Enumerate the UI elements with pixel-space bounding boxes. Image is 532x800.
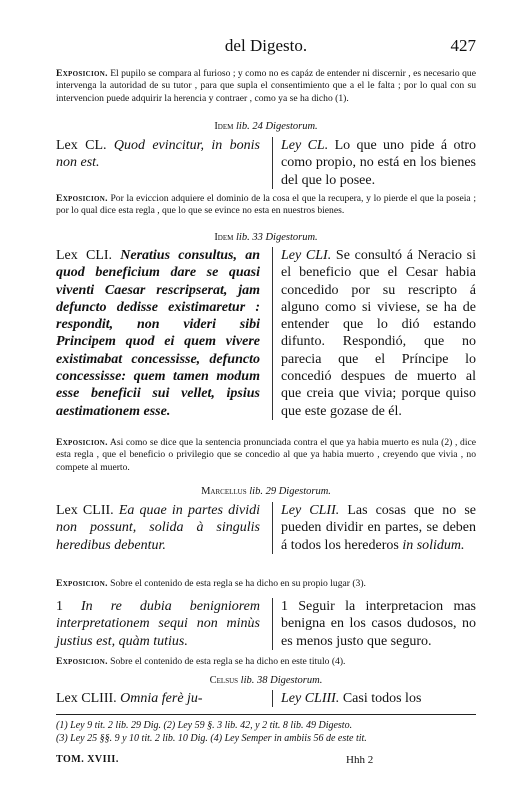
source-ref: lib. 29 Digestorum. — [246, 486, 331, 497]
paragraph-1 — [56, 598, 476, 650]
page-header — [56, 36, 476, 56]
exposition-label: Exposicion. — [56, 193, 108, 204]
footnote-line-1: (1) Ley 9 tit. 2 lib. 29 Dig. (2) Ley 59 §. 3 lib. 42, y 2 tit. 8 lib. 49 Digesto. — [56, 720, 353, 731]
source-ref: lib. 33 Digestorum. — [233, 232, 318, 243]
source-line-4 — [56, 675, 476, 686]
exposition-text: Por la eviccion adquiere el dominio de la cosa el que la recupera, y lo pierde el que la poseia ; por lo qual dice esta regla , que lo que se evince no esta en nuestros bienes. — [56, 193, 476, 217]
latin-paragraph-text: In re dubia benigniorem interpretationem sequi non minùs justius est, quàm tutius. — [56, 599, 260, 649]
spanish-column — [272, 690, 476, 707]
source-author: Marcellus — [201, 486, 247, 497]
latin-law-number: Lex CL. — [56, 138, 107, 153]
source-author: Celsus — [209, 675, 239, 686]
spanish-column — [272, 137, 476, 189]
latin-column — [56, 502, 266, 554]
footnotes — [56, 714, 476, 745]
spanish-paragraph-number: 1 — [281, 599, 288, 614]
volume-label: TOM. XVIII. — [56, 754, 119, 765]
exposition-label: Exposicion. — [56, 437, 108, 448]
law-150 — [56, 137, 476, 189]
exposition-text: Asi como se dice que la sentencia pronunciada contra el que ya habia muerto es nula (2) , dice esta regla , que el beneficio o privilegio que se concedio al que ya habia muerto , creyendo que vivia , no compete al muerto. — [56, 437, 476, 473]
law-153 — [56, 690, 476, 707]
page-number: 427 — [450, 36, 476, 55]
spanish-law-number: Ley CLI. — [281, 248, 332, 263]
spanish-law-text: Se consultó á Neracio si el beneficio que el Cesar habia concedido por su rescripto á alguno como si viviese, se ha de entender que lo dió estando difunto. Respondió, que no parecia que el Príncipe lo concedió despues de muerto al que creia que vivia; porque quiso que este gozase de él. — [281, 248, 477, 419]
spanish-law-text: Lo que uno pide á otro como propio, no está en los bienes del que lo posee. — [281, 138, 476, 188]
latin-law-text: Neratius consultus, an quod beneficium dare se quasi viventi Caesar rescripserat, jam defuncto dedisse existimaretur : respondit, non videri sibi Principem quod ei quem vivere existimabat concessisse, defuncto concessisse: quem tamen modum esse beneficii sui vellet, ipsius aestimationem esse. — [56, 248, 260, 419]
exposition-label: Exposicion. — [56, 656, 108, 667]
page-footer — [56, 754, 476, 770]
exposition-text: Sobre el contenido de esta regla se ha dicho en este titulo (4). — [107, 656, 346, 667]
latin-column — [56, 690, 266, 707]
spanish-law-number: Ley CLII. — [281, 503, 340, 518]
latin-paragraph-number: 1 — [56, 599, 63, 614]
exposition-text: El pupilo se compara al furioso ; y como no es capáz de entender ni discernir , es necesario que intervenga la autoridad de su tutor , para que supla el consentimiento que a el le falta ; por lo qual con su intervencion puede adquirir la herencia y contraer , como ya se ha dicho (1). — [56, 68, 476, 104]
exposition-3 — [56, 437, 476, 474]
exposition-label: Exposicion. — [56, 578, 108, 589]
law-151 — [56, 247, 476, 420]
spanish-column — [272, 598, 476, 650]
spanish-law-number: Ley CL. — [281, 138, 329, 153]
latin-law-text: Omnia ferè ju- — [120, 691, 203, 706]
source-line-3 — [56, 486, 476, 497]
spanish-law-text: Casi todos los — [342, 691, 422, 706]
exposition-4 — [56, 578, 476, 590]
spanish-column — [272, 502, 476, 554]
running-head: del Digesto. — [224, 36, 308, 55]
source-line-1 — [56, 121, 476, 132]
spanish-law-text-latin: in solidum. — [402, 537, 465, 553]
signature-mark: Hhh 2 — [346, 754, 374, 766]
latin-law-text: Quod evincitur, in bonis non est. — [56, 138, 260, 171]
latin-law-text: Ea quae in partes dividi non possunt, solida à singulis heredibus debentur. — [56, 503, 261, 553]
latin-column — [56, 598, 266, 650]
exposition-1 — [56, 68, 476, 105]
source-ref: lib. 24 Digestorum. — [233, 121, 318, 132]
latin-law-number: Lex CLI. — [56, 248, 113, 263]
law-152 — [56, 502, 476, 554]
exposition-5 — [56, 656, 476, 668]
latin-column — [56, 247, 266, 420]
spanish-column — [272, 247, 476, 420]
exposition-text: Sobre el contenido de esta regla se ha dicho en su propio lugar (3). — [107, 578, 366, 589]
latin-column — [56, 137, 266, 189]
source-author: Idem — [214, 121, 234, 132]
spanish-law-number: Ley CLIII. — [281, 691, 340, 706]
exposition-2 — [56, 193, 476, 218]
latin-law-number: Lex CLII. — [56, 503, 114, 518]
spanish-paragraph-text: Seguir la interpretacion mas benigna en los casos dudosos, no es menos justo que seguro. — [281, 599, 476, 649]
exposition-label: Exposicion. — [56, 68, 108, 79]
spanish-law-text: Las cosas que no se pueden dividir en partes, se deben á todos los herederos — [281, 503, 476, 553]
source-line-2 — [56, 232, 476, 243]
latin-law-number: Lex CLIII. — [56, 691, 117, 706]
source-author: Idem — [214, 232, 234, 243]
source-ref: lib. 38 Digestorum. — [238, 675, 323, 686]
footnote-line-2: (3) Ley 25 §§. 9 y 10 tit. 2 lib. 10 Dig. (4) Ley Semper in ambiis 56 de este tit. — [56, 733, 367, 744]
